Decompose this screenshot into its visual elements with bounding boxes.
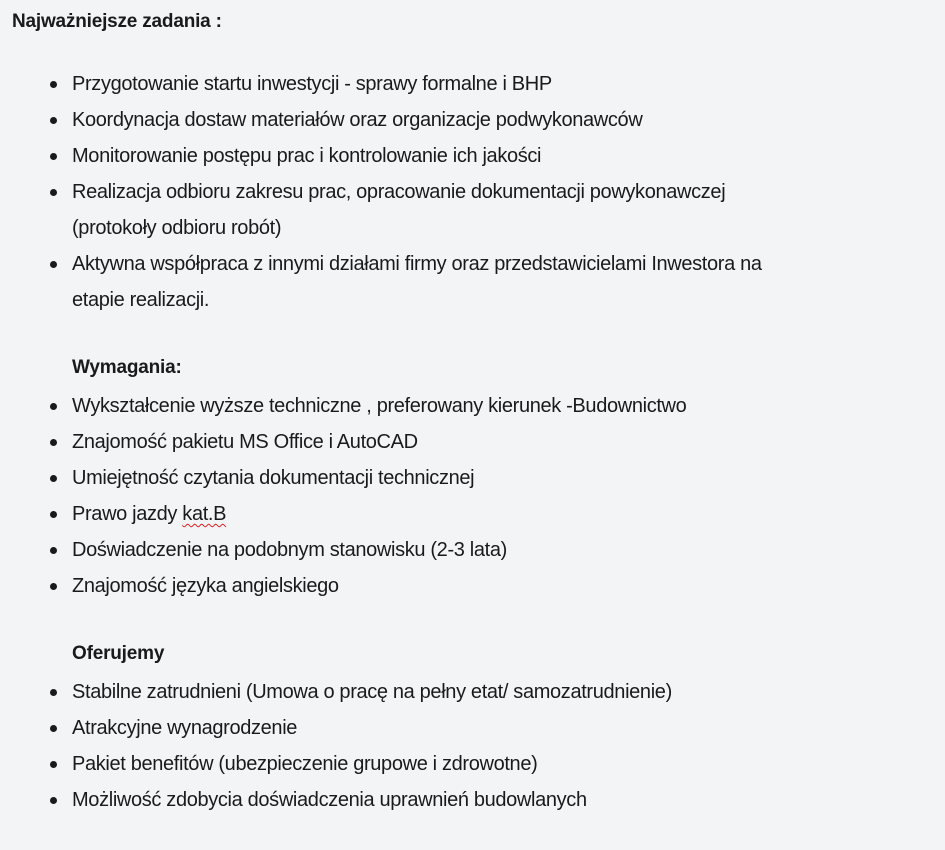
spellcheck-flagged-word: kat.B — [182, 503, 227, 525]
list-item-continuation: (protokoły odbioru robót) — [72, 217, 282, 239]
list-item: Prawo jazdy kat.B — [0, 496, 945, 532]
list-item: Przygotowanie startu inwestycji - sprawy formalne i BHP — [0, 66, 945, 102]
list-item: Umiejętność czytania dokumentacji technicznej — [0, 460, 945, 496]
list-item: Możliwość zdobycia doświadczenia uprawnień budowlanych — [0, 782, 945, 818]
requirements-list — [0, 388, 945, 604]
bullet-icon — [50, 81, 57, 88]
list-item-continuation: etapie realizacji. — [72, 289, 210, 311]
list-item: Znajomość języka angielskiego — [0, 568, 945, 604]
main-heading: Najważniejsze zadania : — [12, 11, 222, 32]
bullet-icon — [50, 511, 57, 518]
offer-list — [0, 674, 945, 818]
list-item: Wykształcenie wyższe techniczne , preferowany kierunek -Budownictwo — [0, 388, 945, 424]
list-item: Realizacja odbioru zakresu prac, opracowanie dokumentacji powykonawczej — [0, 174, 945, 210]
bullet-icon — [50, 761, 57, 768]
list-item: Doświadczenie na podobnym stanowisku (2-3 lata) — [0, 532, 945, 568]
bullet-icon — [50, 153, 57, 160]
bullet-icon — [50, 475, 57, 482]
list-item: Atrakcyjne wynagrodzenie — [0, 710, 945, 746]
bullet-icon — [50, 689, 57, 696]
bullet-icon — [50, 797, 57, 804]
bullet-icon — [50, 547, 57, 554]
bullet-icon — [50, 583, 57, 590]
list-item: Znajomość pakietu MS Office i AutoCAD — [0, 424, 945, 460]
bullet-icon — [50, 403, 57, 410]
tasks-list — [0, 66, 945, 318]
list-item: Koordynacja dostaw materiałów oraz organizacje podwykonawców — [0, 102, 945, 138]
bullet-icon — [50, 439, 57, 446]
requirements-heading: Wymagania: — [72, 357, 182, 378]
list-item: Stabilne zatrudnieni (Umowa o pracę na pełny etat/ samozatrudnienie) — [0, 674, 945, 710]
bullet-icon — [50, 261, 57, 268]
list-item: Monitorowanie postępu prac i kontrolowanie ich jakości — [0, 138, 945, 174]
bullet-icon — [50, 117, 57, 124]
list-item: Aktywna współpraca z innymi działami firmy oraz przedstawicielami Inwestora na — [0, 246, 945, 282]
list-item: Pakiet benefitów (ubezpieczenie grupowe i zdrowotne) — [0, 746, 945, 782]
offer-heading: Oferujemy — [72, 643, 165, 664]
bullet-icon — [50, 189, 57, 196]
bullet-icon — [50, 725, 57, 732]
